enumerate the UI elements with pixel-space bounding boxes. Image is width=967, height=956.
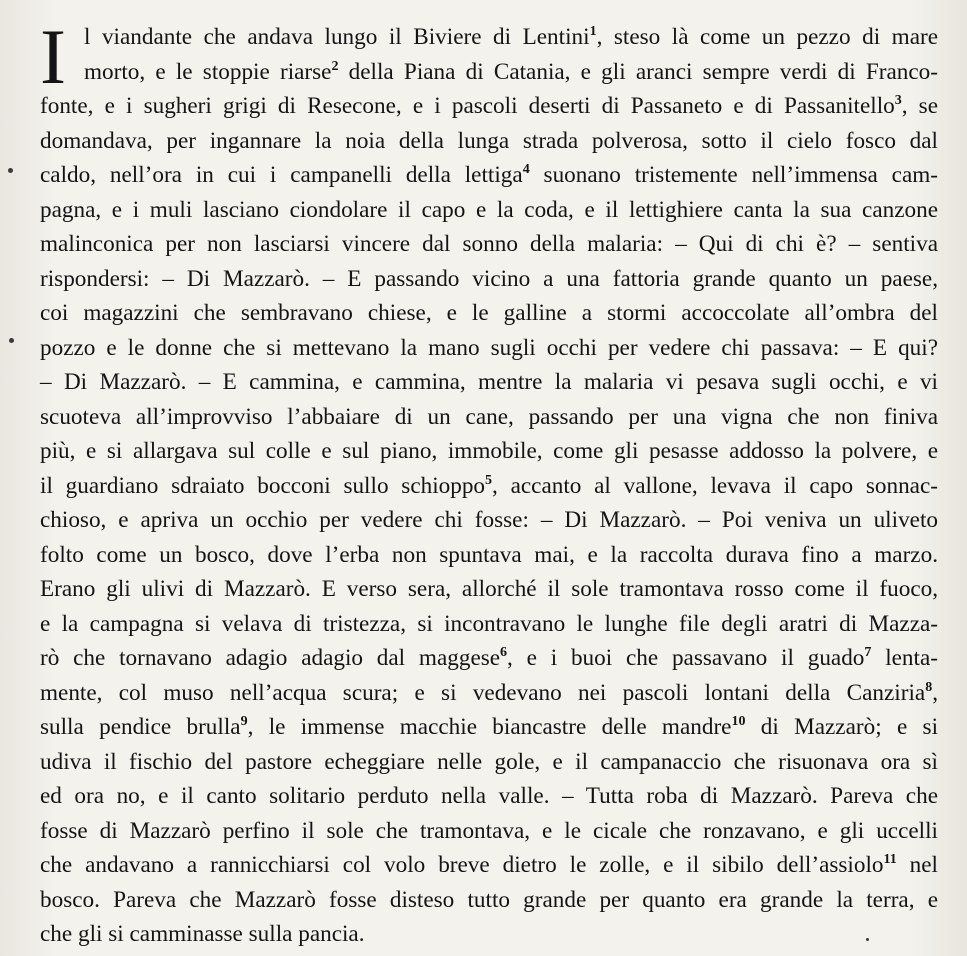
text-line: [40, 779, 938, 814]
text-segment: , e i buoi che passavano il guado: [507, 645, 865, 671]
text-segment: udiva il fischio del pastore echeggiare nelle gole, e il campanaccio che risuonava ora sì: [40, 748, 938, 775]
text-segment: , steso là come un pezzo di mare: [596, 24, 938, 50]
footnote-marker: 9: [240, 714, 248, 729]
text-segment: suonano tristemente nell’immensa cam-: [529, 162, 938, 188]
footnote-marker: 8: [925, 679, 933, 695]
text-segment: pagna, e i muli lasciano ciondolare il capo e la coda, e il lettighiere canta la sua canzone: [40, 196, 938, 223]
text-line: [40, 883, 938, 918]
text-line: [40, 227, 938, 262]
text-segment: sulla pendice brulla: [40, 714, 241, 740]
text-segment: più, e si allargava sul colle e sul piano, immobile, come gli pesasse addosso la polvere, e: [40, 438, 938, 464]
text-line: [40, 89, 938, 124]
footnote-marker: 1: [589, 24, 597, 39]
text-segment: fonte, e i sugheri grigi di Resecone, e i pascoli deserti di Passaneto e di Passanitello: [40, 93, 895, 119]
text-line: [40, 538, 938, 573]
text-segment: rispondersi: – Di Mazzarò. – E passando vicino a una fattoria grande quanto un paese,: [40, 265, 938, 292]
text-segment: pozzo e le donne che si mettevano la mano sugli occhi per vedere chi passava: – E qui?: [40, 334, 938, 361]
footnote-marker: 4: [522, 162, 530, 177]
text-line: [40, 469, 938, 504]
text-segment: lenta-: [871, 645, 938, 671]
text-line: [40, 124, 938, 159]
text-line: [40, 365, 938, 400]
text-line: [40, 917, 938, 952]
text-segment: di Mazzarò; e si: [745, 714, 939, 740]
text-segment: nel: [896, 852, 938, 878]
text-line: [40, 434, 938, 469]
footnote-marker: 11: [883, 852, 897, 867]
text-segment: morto, e le stoppie riarse: [84, 58, 332, 85]
text-segment: fosse di Mazzarò perfino il sole che tramontava, e le cicale che ronzavano, e gli uccelli: [40, 817, 938, 844]
text-line: [40, 641, 938, 676]
footnote-marker: 10: [731, 714, 746, 729]
scan-speck: [9, 338, 14, 343]
body-text: [40, 20, 938, 952]
text-segment: e la campagna si velava di tristezza, si incontravano le lunghe file degli aratri di Mazza-: [40, 610, 938, 637]
text-segment: che gli si camminasse sulla pancia.: [40, 921, 365, 947]
drop-cap: I: [40, 27, 66, 87]
text-segment: rò che tornavano adagio adagio dal maggese: [40, 645, 501, 671]
text-segment: che andavano a rannicchiarsi col volo breve dietro le zolle, e il sibilo dell’assiolo: [40, 852, 884, 878]
footnote-marker: 3: [894, 93, 902, 108]
text-line: [40, 158, 938, 193]
text-segment: – Di Mazzarò. – E cammina, e cammina, mentre la malaria vi pesava sugli occhi, e vi: [40, 369, 938, 395]
text-segment: folto come un bosco, dove l’erba non spuntava mai, e la raccolta durava fino a marzo.: [40, 541, 938, 568]
text-segment: chioso, e apriva un occhio per vedere chi fosse: – Di Mazzarò. – Poi veniva un uliveto: [40, 507, 938, 533]
text-segment: mente, col muso nell’acqua scura; e si vedevano nei pascoli lontani della Canziria: [40, 679, 926, 706]
text-segment: scuoteva all’improvviso l’abbaiare di un cane, passando per una vigna che non finiva: [40, 403, 938, 430]
footnote-marker: 6: [500, 645, 508, 660]
text-line: [40, 20, 938, 55]
text-segment: della Piana di Catania, e gli aranci sempre verdi di Franco-: [338, 58, 938, 85]
text-segment: ed ora no, e il canto solitario perduto nella valle. – Tutta roba di Mazzarò. Pareva che: [40, 783, 938, 809]
text-line: [40, 400, 938, 435]
text-line: [40, 55, 938, 90]
text-line: [40, 676, 938, 711]
text-line: [40, 710, 938, 745]
text-segment: il guardiano sdraiato bocconi sullo schioppo: [40, 472, 486, 499]
footnote-marker: 2: [331, 58, 339, 74]
text-segment: , le immense macchie biancastre delle mandre: [247, 714, 732, 740]
text-segment: l viandante che andava lungo il Biviere di Lentini: [84, 24, 590, 50]
footnote-marker: 7: [864, 645, 872, 660]
scan-speck: [866, 938, 869, 941]
text-line: [40, 262, 938, 297]
text-line: [40, 572, 938, 607]
text-line: [40, 296, 938, 331]
text-segment: bosco. Pareva che Mazzarò fosse disteso tutto grande per quanto era grande la terra, e: [40, 886, 938, 913]
footnote-marker: 5: [485, 472, 493, 488]
text-line: [40, 607, 938, 642]
text-segment: , se: [901, 93, 938, 119]
scan-speck: [8, 168, 13, 173]
text-segment: ,: [932, 679, 938, 706]
text-segment: malinconica per non lasciarsi vincere dal sonno della malaria: – Qui di chi è? – sentiva: [40, 231, 938, 257]
text-segment: coi magazzini che sembravano chiese, e le galline a stormi accoccolate all’ombra del: [40, 300, 938, 326]
text-segment: Erano gli ulivi di Mazzarò. E verso sera, allorché il sole tramontava rosso come il fuoco,: [40, 576, 938, 602]
text-line: [40, 745, 938, 780]
text-line: [40, 193, 938, 228]
text-segment: caldo, nell’ora in cui i campanelli della lettiga: [40, 162, 523, 188]
text-segment: , accanto al vallone, levava il capo sonnac-: [492, 472, 938, 499]
text-line: [40, 503, 938, 538]
text-line: [40, 331, 938, 366]
text-line: [40, 814, 938, 849]
text-segment: domandava, per ingannare la noia della lunga strada polverosa, sotto il cielo fosco dal: [40, 127, 938, 154]
text-line: [40, 848, 938, 883]
